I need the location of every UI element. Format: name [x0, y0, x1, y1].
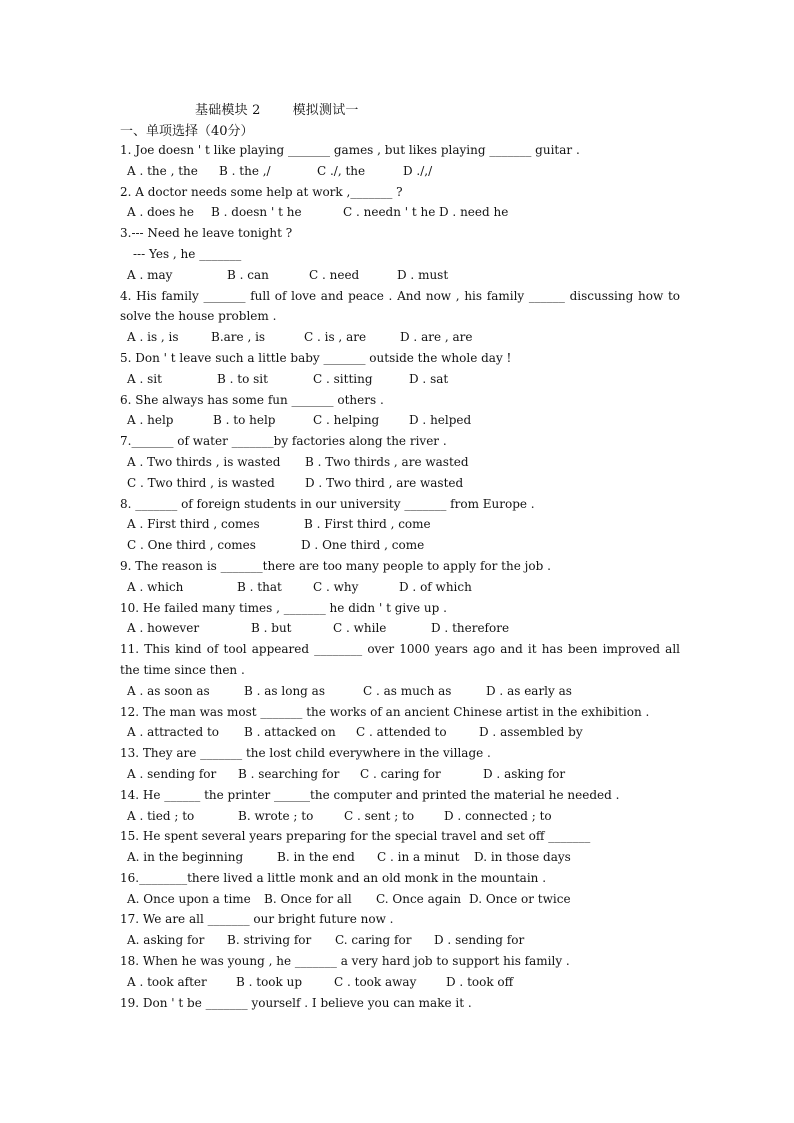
option-a[interactable]: A . sending for: [127, 766, 217, 781]
question-stem: 11. This kind of tool appeared ________ over 1000 years ago and it has been improved all the time since then .: [120, 642, 680, 677]
options-row: [120, 535, 680, 556]
question-stem: 9. The reason is _______there are too many people to apply for the job .: [120, 558, 551, 573]
options-row: [120, 764, 680, 785]
question-stem: 13. They are _______ the lost child everywhere in the village .: [120, 746, 491, 761]
option-c[interactable]: C . helping: [313, 413, 380, 428]
page-title: [195, 99, 359, 118]
option-b[interactable]: B . but: [251, 621, 292, 636]
option-a[interactable]: C . Two third , is wasted: [127, 475, 275, 490]
option-c[interactable]: C . caring for: [360, 766, 441, 781]
options-row: [120, 265, 680, 286]
option-d[interactable]: D . sat: [409, 371, 449, 386]
option-a[interactable]: A . took after: [127, 974, 207, 989]
option-b[interactable]: B . took up: [236, 974, 303, 989]
option-d[interactable]: D ./,/: [403, 163, 433, 178]
question-stem: 2. A doctor needs some help at work ,_______ ?: [120, 184, 403, 199]
option-d[interactable]: D . as early as: [486, 683, 572, 698]
options-row: [120, 618, 680, 639]
option-c[interactable]: C. Once again: [376, 891, 462, 906]
option-c[interactable]: C . needn ' t he: [343, 205, 436, 220]
question-stem: 16.________there lived a little monk and an old monk in the mountain .: [120, 870, 547, 885]
option-a[interactable]: A . Two thirds , is wasted: [127, 454, 281, 469]
question-stem: 17. We are all _______ our bright future now .: [120, 912, 394, 927]
question-stem: 1. Joe doesn ' t like playing _______ games , but likes playing _______ guitar .: [120, 143, 580, 157]
option-a[interactable]: A . is , is: [127, 330, 179, 345]
question-stem: 19. Don ' t be _______ yourself . I believe you can make it .: [120, 995, 472, 1010]
option-d[interactable]: D . of which: [399, 579, 472, 594]
option-c[interactable]: C . why: [313, 579, 359, 594]
question-stem: 8. _______ of foreign students in our university _______ from Europe .: [120, 496, 535, 511]
option-b[interactable]: B . to help: [213, 413, 276, 428]
question-stem: 14. He ______ the printer ______the computer and printed the material he needed .: [120, 787, 620, 802]
question-stem: 3.--- Need he leave tonight ?: [120, 226, 293, 241]
option-c[interactable]: C . took away: [334, 974, 417, 989]
option-a[interactable]: A . does he: [127, 205, 194, 220]
options-row: [120, 452, 680, 473]
question-reply: --- Yes , he _______: [133, 246, 242, 261]
option-d[interactable]: D . need he: [439, 205, 509, 220]
option-a[interactable]: A . however: [127, 621, 200, 636]
options-row: [120, 202, 680, 223]
options-row: [120, 681, 680, 702]
option-a[interactable]: A . may: [127, 267, 173, 282]
option-b[interactable]: B . can: [227, 267, 269, 282]
option-a[interactable]: A. asking for: [127, 933, 205, 948]
option-d[interactable]: D. Once or twice: [469, 891, 571, 906]
option-a[interactable]: A . First third , comes: [127, 517, 260, 532]
option-a[interactable]: A . tied ; to: [127, 808, 195, 823]
option-c[interactable]: C. caring for: [335, 933, 412, 948]
question-stem: 4. His family _______ full of love and peace . And now , his family ______ discussing how to solve the house problem .: [120, 288, 680, 324]
options-row: [120, 161, 680, 182]
option-b[interactable]: B . to sit: [217, 371, 268, 386]
option-d[interactable]: D . connected ; to: [444, 808, 552, 823]
option-c[interactable]: C . as much as: [363, 683, 452, 698]
option-a[interactable]: A . attracted to: [127, 725, 219, 740]
question-stem: 6. She always has some fun _______ others .: [120, 392, 384, 407]
option-c[interactable]: C . sitting: [313, 371, 373, 386]
option-c[interactable]: C . attended to: [356, 725, 447, 740]
option-b[interactable]: B. in the end: [277, 850, 355, 865]
option-b[interactable]: D . Two third , are wasted: [305, 475, 464, 490]
options-row: [120, 889, 680, 910]
option-a[interactable]: A . which: [127, 579, 184, 594]
question-stem: 10. He failed many times , _______ he didn ' t give up .: [120, 600, 447, 615]
option-d[interactable]: D . assembled by: [479, 725, 583, 740]
options-row: [120, 410, 680, 431]
option-a[interactable]: A . help: [127, 413, 174, 428]
option-b[interactable]: B.are , is: [211, 330, 266, 345]
option-b[interactable]: B . searching for: [238, 766, 340, 781]
option-d[interactable]: D . took off: [446, 974, 514, 989]
option-c[interactable]: C . while: [333, 621, 387, 636]
option-d[interactable]: D . therefore: [431, 621, 510, 636]
option-a[interactable]: A . sit: [127, 371, 162, 386]
option-b[interactable]: B . First third , come: [304, 517, 431, 532]
options-row: [120, 327, 680, 348]
option-b[interactable]: B . the ,/: [219, 163, 271, 178]
option-c[interactable]: C . is , are: [304, 330, 367, 345]
question-stem: 12. The man was most _______ the works of an ancient Chinese artist in the exhibition .: [120, 704, 650, 719]
option-d[interactable]: D. in those days: [474, 850, 571, 865]
option-b[interactable]: D . One third , come: [301, 538, 425, 553]
option-d[interactable]: D . must: [397, 267, 449, 282]
option-c[interactable]: C . sent ; to: [344, 808, 415, 823]
question-stem: 15. He spent several years preparing for the special travel and set off _______: [120, 829, 591, 844]
section-heading: 一、单项选择（40分）: [120, 124, 254, 139]
option-b[interactable]: B . attacked on: [244, 725, 336, 740]
option-a[interactable]: A . as soon as: [127, 683, 210, 698]
option-b[interactable]: B . Two thirds , are wasted: [305, 454, 469, 469]
option-d[interactable]: D . are , are: [400, 330, 473, 345]
option-c[interactable]: C . need: [309, 267, 360, 282]
title-module: 基础模块 2: [195, 103, 261, 118]
options-row: [120, 806, 680, 827]
options-row: [120, 847, 680, 868]
options-row: [120, 972, 680, 993]
option-b[interactable]: B. Once for all: [264, 891, 352, 906]
question-list: [120, 140, 680, 1013]
options-row: [120, 577, 680, 598]
options-row: [120, 473, 680, 494]
question-stem: 5. Don ' t leave such a little baby _______ outside the whole day !: [120, 350, 512, 365]
option-d[interactable]: D . sending for: [434, 933, 525, 948]
question-stem: 7._______ of water _______by factories along the river .: [120, 434, 447, 449]
question-stem: 18. When he was young , he _______ a very hard job to support his family .: [120, 954, 570, 969]
options-row: [120, 930, 680, 951]
option-c[interactable]: C . in a minut: [377, 850, 460, 865]
option-b[interactable]: B. striving for: [227, 933, 312, 948]
option-b[interactable]: B . that: [237, 579, 282, 594]
options-row: [120, 369, 680, 390]
option-a[interactable]: C . One third , comes: [127, 538, 256, 553]
title-test: 模拟测试一: [292, 103, 359, 118]
options-row: [120, 514, 680, 535]
option-a[interactable]: A. in the beginning: [127, 850, 244, 865]
option-b[interactable]: B. wrote ; to: [238, 808, 314, 823]
option-a[interactable]: A. Once upon a time: [127, 891, 251, 906]
option-d[interactable]: D . asking for: [483, 766, 566, 781]
option-b[interactable]: B . as long as: [244, 683, 325, 698]
option-d[interactable]: D . helped: [409, 413, 472, 428]
options-row: [120, 722, 680, 743]
option-a[interactable]: A . the , the: [127, 163, 198, 178]
option-b[interactable]: B . doesn ' t he: [211, 205, 302, 220]
option-c[interactable]: C ./, the: [317, 163, 366, 178]
